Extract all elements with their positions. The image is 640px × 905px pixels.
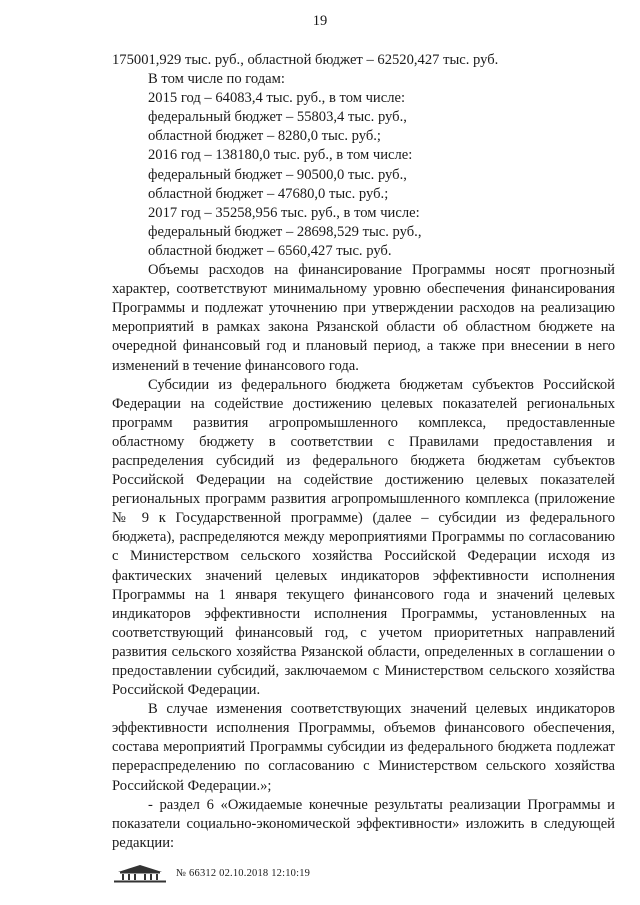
year-line: областной бюджет – 6560,427 тыс. руб.	[148, 242, 392, 259]
year-line: областной бюджет – 8280,0 тыс. руб.;	[148, 128, 381, 145]
year-line: федеральный бюджет – 90500,0 тыс. руб.,	[148, 166, 407, 183]
year-line: 2016 год – 138180,0 тыс. руб., в том числе:	[148, 147, 413, 164]
year-line: федеральный бюджет – 28698,529 тыс. руб.,	[148, 223, 422, 240]
registry-logo-icon	[112, 862, 168, 884]
year-line: 2017 год – 35258,956 тыс. руб., в том числе:	[148, 204, 420, 221]
paragraph-change: В случае изменения соответствующих значений целевых индикаторов эффективности исполнения Программы, объемов финансового обеспечения, состава мероприятий Программы субсидии из федерального бюджета подлежат перераспределению по согласованию с Министерством сельского хозяйства Российской Федерации.»;	[112, 701, 615, 794]
year-line: областной бюджет – 47680,0 тыс. руб.;	[148, 185, 389, 202]
funding-total-line: 175001,929 тыс. руб., областной бюджет – 62520,427 тыс. руб.	[112, 52, 499, 68]
paragraph-section: - раздел 6 «Ожидаемые конечные результаты реализации Программы и показатели социально-экономической эффективности» изложить в следующей редакции:	[112, 796, 615, 851]
year-line: 2015 год – 64083,4 тыс. руб., в том числе:	[148, 90, 406, 107]
document-body	[112, 51, 615, 853]
document-registration-stamp: № 66312 02.10.2018 12:10:19	[176, 867, 311, 879]
paragraph-volumes: Объемы расходов на финансирование Программы носят прогнозный характер, соответствуют минимальному уровню обеспечения финансирования Программы и подлежат уточнению при утверждении расходов на реализацию мероприятий в рамках закона Рязанской области об областном бюджете на очередной финансовый год и плановый период, а также при внесении в него изменений в течение финансового года.	[112, 262, 615, 374]
document-footer	[112, 862, 310, 884]
page-number: 19	[312, 13, 328, 29]
year-line: федеральный бюджет – 55803,4 тыс. руб.,	[148, 109, 407, 126]
years-breakdown	[112, 89, 615, 261]
years-intro: В том числе по годам:	[148, 71, 285, 88]
paragraph-subsidies: Субсидии из федерального бюджета бюджетам субъектов Российской Федерации на содействие достижению целевых показателей региональных программ развития агропромышленного комплекса, предоставленные областному бюджету в соответствии с Правилами предоставления и распределения субсидий из федерального бюджета бюджетам субъектов Российской Федерации на содействие достижению целевых показателей региональных программ развития агропромышленного комплекса (приложение № 9 к Государственной программе) (далее – субсидии из федерального бюджета), распределяются между мероприятиями Программы по согласованию с Министерством сельского хозяйства Российской Федерации исходя из фактических значений целевых индикаторов эффективности исполнения Программы на 1 января текущего финансового года и значений целевых индикаторов эффективности исполнения Программы, установленных на соответствующий финансовый год, с учетом приоритетных направлений развития сельского хозяйства Рязанской области, определенных в соглашении о предоставлении субсидий, заключаемом с Министерством сельского хозяйства Российской Федерации.	[112, 376, 615, 699]
